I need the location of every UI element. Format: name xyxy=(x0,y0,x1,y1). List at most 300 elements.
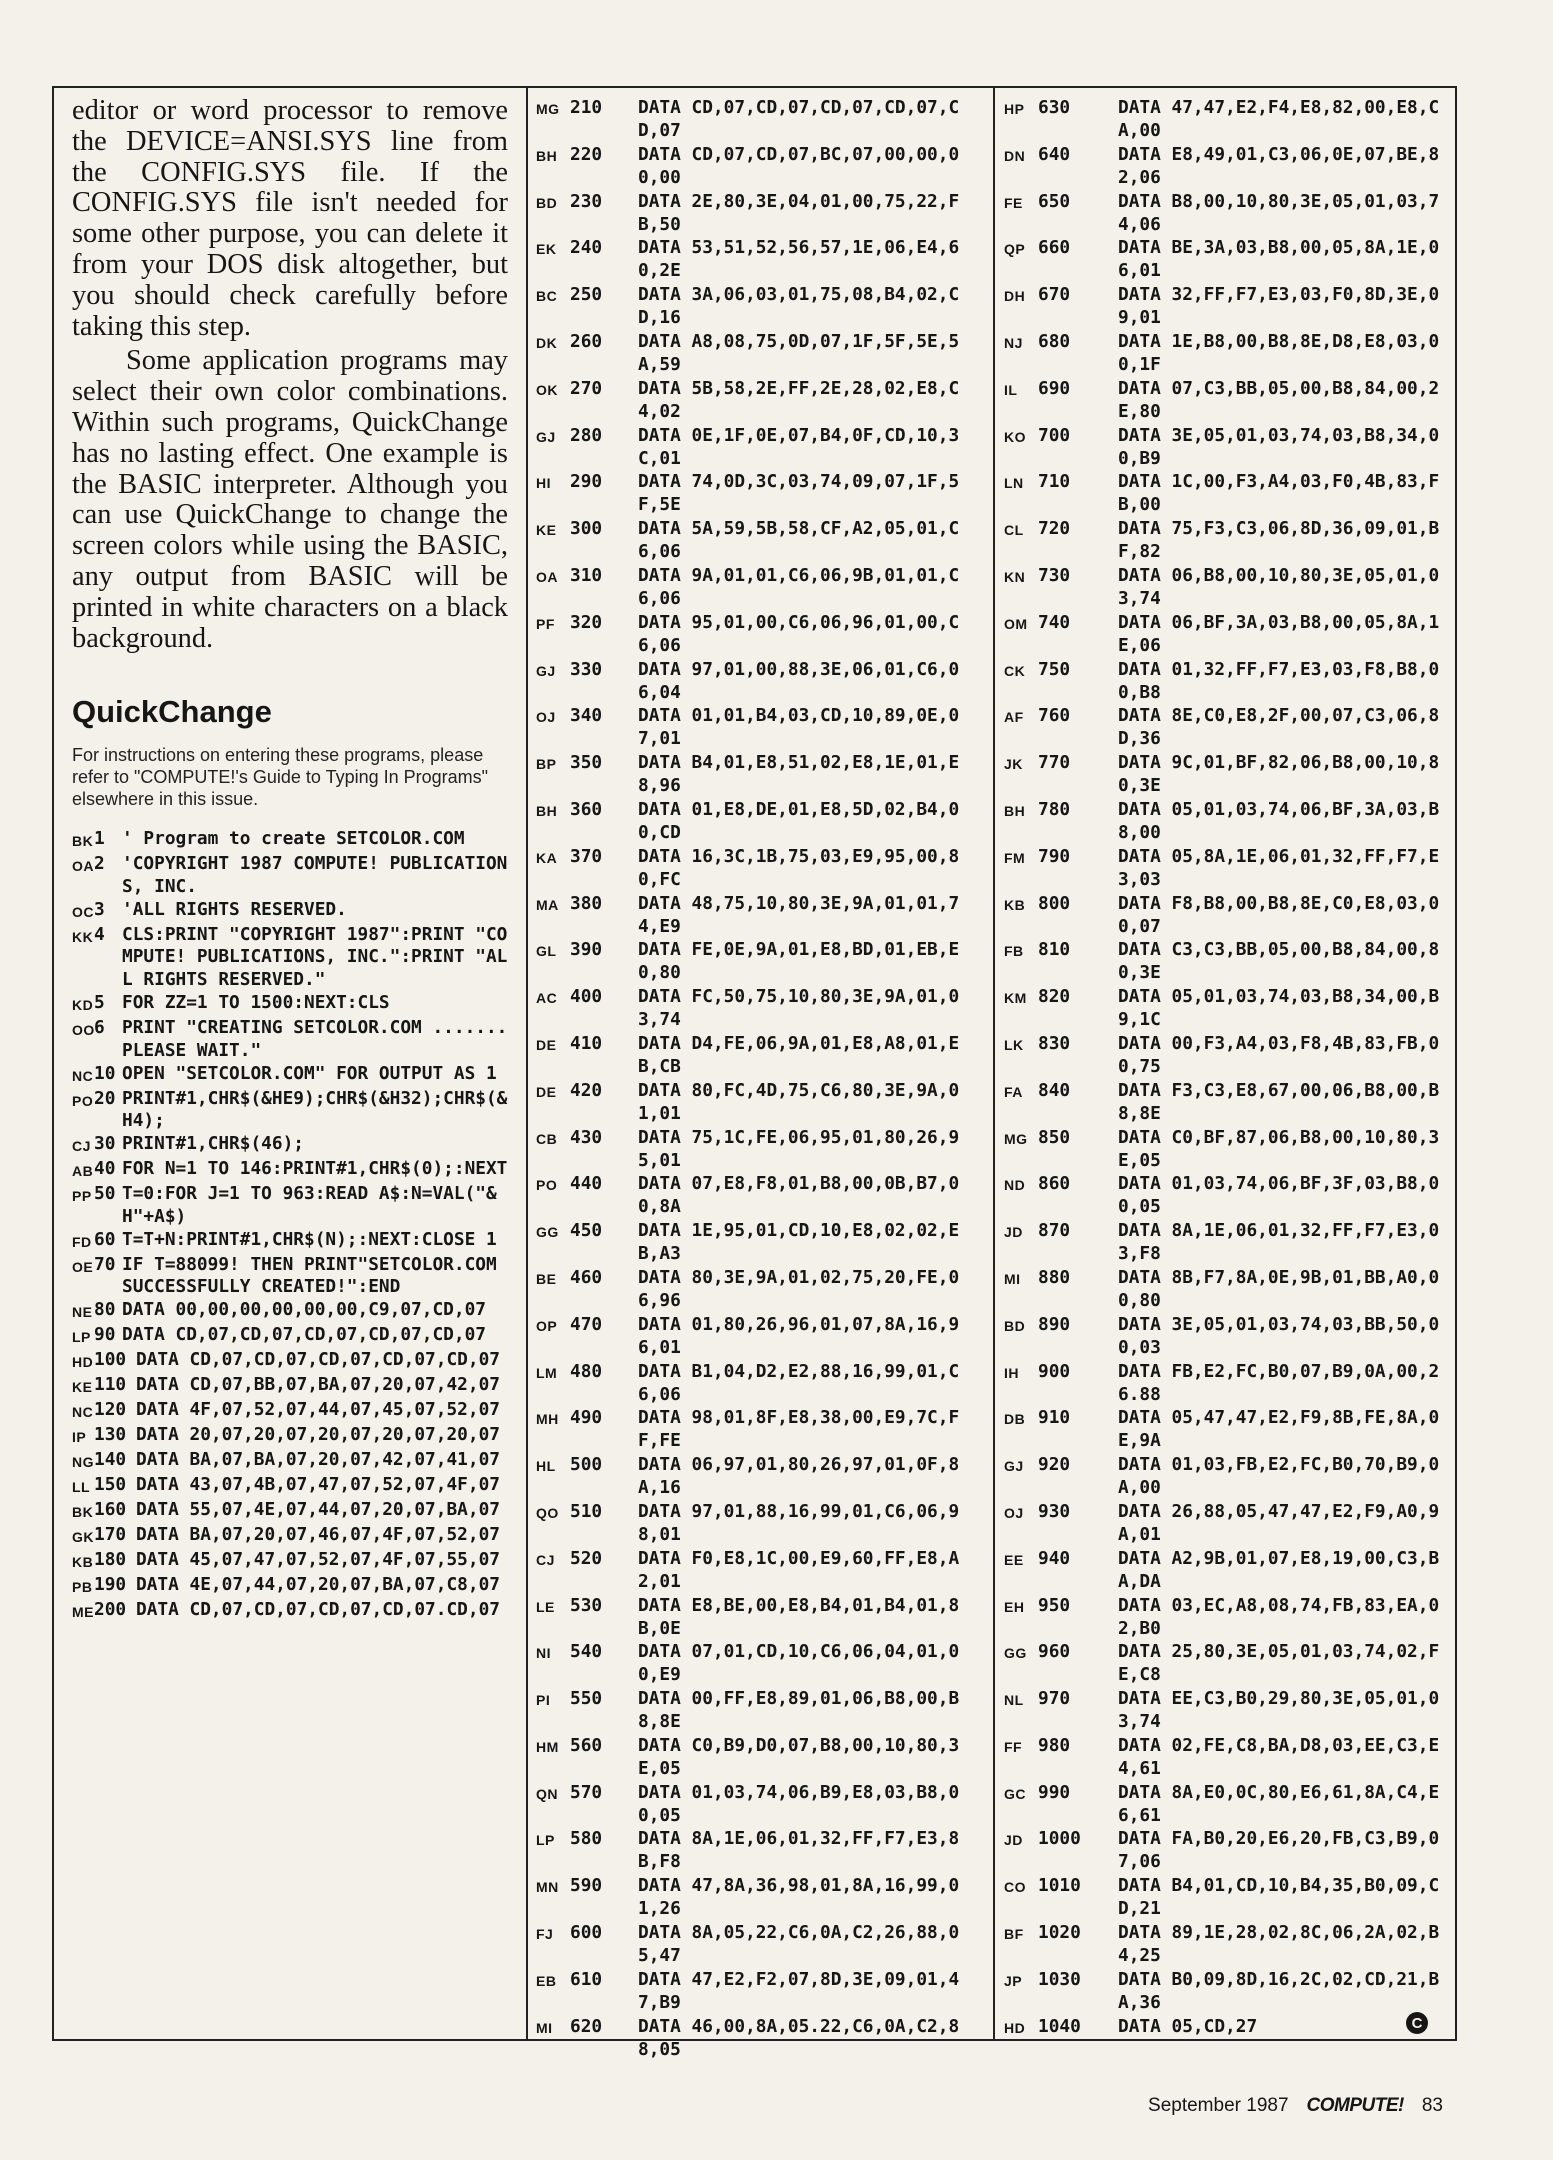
checksum-code: GJ xyxy=(536,428,556,445)
line-statement: DATA C3,C3,BB,05,00,B8,84,00,80,3E xyxy=(1118,939,1440,984)
checksum-code: CB xyxy=(536,1130,558,1147)
checksum-code: MA xyxy=(536,896,559,913)
checksum-code: PO xyxy=(72,1092,94,1109)
listing-line xyxy=(536,377,976,423)
listing-line xyxy=(1004,517,1444,563)
listing-line xyxy=(1004,1547,1444,1593)
line-number: 1020 xyxy=(1038,1922,1081,1944)
listing-line xyxy=(1004,1500,1444,1546)
checksum-code: OO xyxy=(72,1022,95,1039)
line-statement: DATA 3E,05,01,03,74,03,BB,50,00,03 xyxy=(1118,1313,1440,1358)
checksum-code: FE xyxy=(1004,194,1023,211)
checksum-code: MH xyxy=(536,1411,559,1428)
listing-line xyxy=(1004,564,1444,610)
line-statement: DATA 97,01,00,88,3E,06,01,C6,06,04 xyxy=(638,658,960,703)
line-statement: DATA 47,47,E2,F4,E8,82,00,E8,CA,00 xyxy=(1118,97,1440,141)
checksum-code: IP xyxy=(72,1429,87,1446)
line-number: 100 xyxy=(94,1349,127,1371)
listing-line xyxy=(536,1079,976,1125)
listing-line xyxy=(72,1229,508,1254)
line-number: 170 xyxy=(94,1524,127,1546)
line-statement: DATA 8A,05,22,C6,0A,C2,26,88,05,47 xyxy=(638,1922,960,1967)
checksum-code: NJ xyxy=(1004,334,1023,351)
line-number: 980 xyxy=(1038,1734,1071,1756)
checksum-code: MG xyxy=(1004,1130,1028,1147)
checksum-code: BK xyxy=(72,1504,94,1521)
checksum-code: HD xyxy=(72,1354,94,1371)
line-statement: DATA 07,01,CD,10,C6,06,04,01,00,E9 xyxy=(638,1641,960,1686)
line-number: 530 xyxy=(570,1594,603,1616)
line-number: 1 xyxy=(94,828,105,850)
listing-line xyxy=(1004,1360,1444,1406)
line-number: 790 xyxy=(1038,845,1071,867)
listing-line xyxy=(72,1349,508,1374)
line-number: 6 xyxy=(94,1017,105,1039)
checksum-code: HI xyxy=(536,475,551,492)
line-number: 690 xyxy=(1038,377,1071,399)
checksum-code: BE xyxy=(536,1270,557,1287)
line-number: 730 xyxy=(1038,564,1071,586)
line-statement: CLS:PRINT "COPYRIGHT 1987":PRINT "COMPUTE! PUBLICATIONS, INC.":PRINT "ALL RIGHTS RESERVED." xyxy=(122,923,508,991)
line-number: 40 xyxy=(94,1158,116,1180)
line-number: 500 xyxy=(570,1454,603,1476)
checksum-code: CJ xyxy=(536,1551,555,1568)
line-statement: DATA E8,49,01,C3,06,0E,07,BE,82,06 xyxy=(1118,143,1440,188)
line-number: 110 xyxy=(94,1374,127,1396)
checksum-code: KB xyxy=(72,1554,94,1571)
checksum-code: HD xyxy=(1004,2019,1026,2036)
line-number: 640 xyxy=(1038,143,1071,165)
listing-line xyxy=(536,611,976,657)
line-number: 260 xyxy=(570,330,603,352)
line-number: 650 xyxy=(1038,190,1071,212)
line-number: 200 xyxy=(94,1599,127,1621)
line-statement: DATA FC,50,75,10,80,3E,9A,01,03,74 xyxy=(638,986,960,1031)
listing-line xyxy=(536,2015,976,2061)
checksum-code: PB xyxy=(72,1579,93,1596)
listing-line xyxy=(72,992,508,1017)
line-statement: DATA EE,C3,B0,29,80,3E,05,01,03,74 xyxy=(1118,1688,1440,1733)
line-number: 330 xyxy=(570,658,603,680)
listing-line xyxy=(1004,1921,1444,1967)
checksum-code: MI xyxy=(1004,1270,1021,1287)
checksum-code: OA xyxy=(536,568,558,585)
checksum-code: OM xyxy=(1004,615,1028,632)
line-number: 5 xyxy=(94,992,105,1014)
line-statement: DATA D4,FE,06,9A,01,E8,A8,01,EB,CB xyxy=(638,1032,960,1077)
end-of-listing-mark: C xyxy=(1406,2012,1428,2034)
checksum-code: EH xyxy=(1004,1598,1025,1615)
listing-line xyxy=(72,1017,519,1062)
line-statement: DATA FA,B0,20,E6,20,FB,C3,B9,07,06 xyxy=(1118,1828,1440,1873)
listing-line xyxy=(1004,236,1444,282)
column-divider xyxy=(526,86,528,2041)
checksum-code: KN xyxy=(1004,568,1026,585)
line-statement: DATA 25,80,3E,05,01,03,74,02,FE,C8 xyxy=(1118,1641,1440,1686)
line-statement: PRINT#1,CHR$(&HE9);CHR$(&H32);CHR$(&H4); xyxy=(122,1087,508,1132)
listing-line xyxy=(1004,377,1444,423)
line-statement: PRINT "CREATING SETCOLOR.COM ....... PLEASE WAIT." xyxy=(122,1017,519,1061)
checksum-code: FJ xyxy=(536,1926,554,1943)
line-number: 490 xyxy=(570,1407,603,1429)
line-statement: DATA 3A,06,03,01,75,08,B4,02,CD,16 xyxy=(638,284,960,329)
line-statement: DATA 80,3E,9A,01,02,75,20,FE,06,96 xyxy=(638,1266,960,1311)
listing-line xyxy=(536,1453,976,1499)
listing-column-3 xyxy=(1004,96,1444,2040)
listing-line xyxy=(72,1324,508,1349)
line-number: 960 xyxy=(1038,1641,1071,1663)
line-statement: DATA CD,07,CD,07,CD,07,CD,07,CD,07 xyxy=(136,1349,500,1371)
line-statement: DATA 45,07,47,07,52,07,4F,07,55,07 xyxy=(136,1549,500,1571)
program-heading: QuickChange xyxy=(72,694,272,730)
checksum-code: DE xyxy=(536,1036,557,1053)
listing-line xyxy=(536,751,976,797)
line-statement: DATA B4,01,CD,10,B4,35,B0,09,CD,21 xyxy=(1118,1875,1440,1920)
listing-line xyxy=(72,1574,508,1599)
checksum-code: OP xyxy=(536,1317,558,1334)
line-number: 160 xyxy=(94,1499,127,1521)
checksum-code: LE xyxy=(536,1598,555,1615)
checksum-code: GK xyxy=(72,1529,94,1546)
listing-line xyxy=(1004,143,1444,189)
checksum-code: BP xyxy=(536,756,557,773)
listing-line xyxy=(536,1313,976,1359)
line-statement: DATA 5B,58,2E,FF,2E,28,02,E8,C4,02 xyxy=(638,377,960,422)
checksum-code: BK xyxy=(72,833,94,850)
line-statement: DATA 01,03,FB,E2,FC,B0,70,B9,0A,00 xyxy=(1118,1454,1440,1499)
line-statement: DATA 75,1C,FE,06,95,01,80,26,95,01 xyxy=(638,1126,960,1171)
line-statement: DATA 8A,1E,06,01,32,FF,F7,E3,8B,F8 xyxy=(638,1828,960,1873)
line-statement: DATA 01,32,FF,F7,E3,03,F8,B8,00,B8 xyxy=(1118,658,1440,703)
listing-line xyxy=(536,1547,976,1593)
line-number: 810 xyxy=(1038,939,1071,961)
checksum-code: MG xyxy=(536,101,560,117)
line-statement: PRINT#1,CHR$(46); xyxy=(122,1133,304,1155)
line-statement: DATA 03,EC,A8,08,74,FB,83,EA,02,B0 xyxy=(1118,1594,1440,1639)
line-statement: DATA 75,F3,C3,06,8D,36,09,01,BF,82 xyxy=(1118,518,1440,563)
listing-line xyxy=(1004,1968,1444,2014)
checksum-code: AF xyxy=(1004,709,1024,726)
line-statement: T=0:FOR J=1 TO 963:READ A$:N=VAL("&H"+A$) xyxy=(122,1183,497,1227)
line-statement: DATA 9A,01,01,C6,06,9B,01,01,C6,06 xyxy=(638,564,960,609)
line-statement: DATA 07,C3,BB,05,00,B8,84,00,2E,80 xyxy=(1118,377,1440,422)
line-number: 130 xyxy=(94,1424,127,1446)
listing-line xyxy=(72,1399,508,1424)
checksum-code: CO xyxy=(1004,1879,1026,1896)
line-statement: DATA 05,01,03,74,03,B8,34,00,B9,1C xyxy=(1118,986,1440,1031)
line-number: 350 xyxy=(570,752,603,774)
line-number: 3 xyxy=(94,898,105,920)
listing-line xyxy=(72,1474,508,1499)
line-number: 720 xyxy=(1038,518,1071,540)
checksum-code: GJ xyxy=(536,662,556,679)
line-number: 970 xyxy=(1038,1688,1071,1710)
listing-line xyxy=(1004,704,1444,750)
line-statement: DATA CD,07,CD,07,BC,07,00,00,00,00 xyxy=(638,143,960,188)
line-statement: DATA F0,E8,1C,00,E9,60,FF,E8,A2,01 xyxy=(638,1547,960,1592)
line-statement: DATA 00,00,00,00,00,00,C9,07,CD,07 xyxy=(122,1299,486,1321)
line-number: 470 xyxy=(570,1313,603,1335)
typing-instructions: For instructions on entering these programs, please refer to "COMPUTE!'s Guide to Typing In Programs" elsewhere in this issue. xyxy=(72,745,489,810)
line-number: 630 xyxy=(1038,97,1071,118)
listing-line xyxy=(536,1921,976,1967)
line-statement: DATA B0,09,8D,16,2C,02,CD,21,BA,36 xyxy=(1118,1968,1440,2013)
checksum-code: KO xyxy=(1004,428,1026,445)
line-number: 1030 xyxy=(1038,1968,1081,1990)
listing-line xyxy=(536,1874,976,1920)
checksum-code: DE xyxy=(536,1083,557,1100)
line-number: 570 xyxy=(570,1781,603,1803)
checksum-code: FM xyxy=(1004,849,1026,866)
listing-line xyxy=(1004,1219,1444,1265)
checksum-code: HL xyxy=(536,1458,556,1475)
listing-line xyxy=(72,1549,508,1574)
checksum-code: AC xyxy=(536,990,558,1007)
checksum-code: FA xyxy=(1004,1083,1023,1100)
line-statement: DATA 06,BF,3A,03,B8,00,05,8A,1E,06 xyxy=(1118,611,1440,656)
checksum-code: JK xyxy=(1004,756,1023,773)
listing-line xyxy=(536,424,976,470)
line-statement: DATA 05,47,47,E2,F9,8B,FE,8A,0E,9A xyxy=(1118,1407,1440,1452)
line-statement: ' Program to create SETCOLOR.COM xyxy=(122,828,465,850)
line-statement: 'COPYRIGHT 1987 COMPUTE! PUBLICATIONS, INC. xyxy=(122,853,508,897)
line-statement: DATA 02,FE,C8,BA,D8,03,EE,C3,E4,61 xyxy=(1118,1734,1440,1779)
listing-line xyxy=(72,1299,508,1324)
checksum-code: BD xyxy=(536,194,558,211)
checksum-code: QN xyxy=(536,1785,558,1802)
line-number: 680 xyxy=(1038,330,1071,352)
checksum-code: KE xyxy=(536,522,557,539)
line-number: 590 xyxy=(570,1875,603,1897)
listing-line xyxy=(536,96,976,142)
line-statement: DATA CD,07,CD,07,CD,07,CD,07,CD,07 xyxy=(122,1324,486,1346)
line-statement: DATA 00,FF,E8,89,01,06,B8,00,B8,8E xyxy=(638,1688,960,1733)
line-number: 240 xyxy=(570,237,603,259)
line-statement: DATA 01,03,74,06,B9,E8,03,B8,00,05 xyxy=(638,1781,960,1826)
line-number: 600 xyxy=(570,1922,603,1944)
line-statement: DATA CD,07,CD,07,CD,07,CD,07.CD,07 xyxy=(136,1599,500,1621)
checksum-code: CJ xyxy=(72,1138,91,1155)
listing-line xyxy=(72,1449,508,1474)
checksum-code: CK xyxy=(1004,662,1026,679)
checksum-code: BD xyxy=(1004,1317,1026,1334)
line-statement: DATA 32,FF,F7,E3,03,F0,8D,3E,09,01 xyxy=(1118,284,1440,329)
line-number: 250 xyxy=(570,284,603,306)
line-statement: DATA 8E,C0,E8,2F,00,07,C3,06,8D,36 xyxy=(1118,705,1440,750)
line-number: 420 xyxy=(570,1079,603,1101)
listing-line xyxy=(72,1183,508,1228)
line-statement: FOR ZZ=1 TO 1500:NEXT:CLS xyxy=(122,992,390,1014)
line-statement: DATA CD,07,CD,07,CD,07,CD,07,CD,07 xyxy=(638,97,960,141)
line-statement: DATA F8,B8,00,B8,8E,C0,E8,03,00,07 xyxy=(1118,892,1440,937)
line-number: 920 xyxy=(1038,1454,1071,1476)
listing-line xyxy=(536,1172,976,1218)
line-number: 900 xyxy=(1038,1360,1071,1382)
line-number: 180 xyxy=(94,1549,127,1571)
checksum-code: KE xyxy=(72,1379,93,1396)
column-2 xyxy=(536,96,976,2061)
line-number: 30 xyxy=(94,1133,116,1155)
line-number: 880 xyxy=(1038,1266,1071,1288)
line-number: 820 xyxy=(1038,986,1071,1008)
line-number: 870 xyxy=(1038,1220,1071,1242)
listing-line xyxy=(1004,96,1444,142)
line-number: 990 xyxy=(1038,1781,1071,1803)
listing-line xyxy=(1004,1266,1444,1312)
checksum-code: NG xyxy=(72,1454,94,1471)
line-statement: T=T+N:PRINT#1,CHR$(N);:NEXT:CLOSE 1 xyxy=(122,1228,497,1250)
line-statement: DATA CD,07,BB,07,BA,07,20,07,42,07 xyxy=(136,1374,500,1396)
listing-line xyxy=(72,1499,508,1524)
listing-line xyxy=(536,1266,976,1312)
line-statement: DATA 05,01,03,74,06,BF,3A,03,B8,00 xyxy=(1118,798,1440,843)
listing-line xyxy=(1004,1594,1444,1640)
line-statement: DATA 1E,B8,00,B8,8E,D8,E8,03,00,1F xyxy=(1118,330,1440,375)
listing-line xyxy=(72,924,508,992)
line-number: 510 xyxy=(570,1500,603,1522)
checksum-code: EE xyxy=(1004,1551,1024,1568)
column-1 xyxy=(72,95,519,1624)
checksum-code: OK xyxy=(536,381,558,398)
line-number: 190 xyxy=(94,1574,127,1596)
line-number: 20 xyxy=(94,1087,116,1109)
line-statement: DATA 5A,59,5B,58,CF,A2,05,01,C6,06 xyxy=(638,518,960,563)
checksum-code: EB xyxy=(536,1972,557,1989)
line-number: 560 xyxy=(570,1734,603,1756)
listing-line xyxy=(1004,1734,1444,1780)
listing-line xyxy=(1004,190,1444,236)
listing-line xyxy=(72,1063,508,1088)
line-statement: DATA A2,9B,01,07,E8,19,00,C3,BA,DA xyxy=(1118,1547,1440,1592)
listing-line xyxy=(536,517,976,563)
line-statement: DATA 1E,95,01,CD,10,E8,02,02,EB,A3 xyxy=(638,1220,960,1265)
line-number: 10 xyxy=(94,1062,116,1084)
line-statement: DATA 01,E8,DE,01,E8,5D,02,B4,00,CD xyxy=(638,798,960,843)
line-statement: DATA 3E,05,01,03,74,03,B8,34,00,B9 xyxy=(1118,424,1440,469)
line-number: 290 xyxy=(570,471,603,493)
line-statement: DATA 01,03,74,06,BF,3F,03,B8,00,05 xyxy=(1118,1173,1440,1218)
line-number: 480 xyxy=(570,1360,603,1382)
line-statement: DATA 4E,07,44,07,20,07,BA,07,C8,07 xyxy=(136,1574,500,1596)
checksum-code: ND xyxy=(1004,1177,1026,1194)
line-statement: DATA 05,8A,1E,06,01,32,FF,F7,E3,03 xyxy=(1118,845,1440,890)
listing-line xyxy=(1004,424,1444,470)
listing-line xyxy=(72,1158,508,1183)
listing-line xyxy=(1004,1313,1444,1359)
checksum-code: OA xyxy=(72,858,94,875)
checksum-code: DN xyxy=(1004,147,1026,164)
line-statement: DATA 9C,01,BF,82,06,B8,00,10,80,3E xyxy=(1118,752,1440,797)
line-statement: DATA BE,3A,03,B8,00,05,8A,1E,06,01 xyxy=(1118,237,1440,282)
checksum-code: FF xyxy=(1004,1738,1023,1755)
line-number: 780 xyxy=(1038,798,1071,820)
line-number: 1040 xyxy=(1038,2015,1081,2037)
listing-line xyxy=(1004,1126,1444,1172)
line-number: 220 xyxy=(570,143,603,165)
listing-line xyxy=(72,1254,508,1299)
listing-line xyxy=(1004,330,1444,376)
article-paragraph: editor or word processor to remove the DEVICE=ANSI.SYS line from the CONFIG.SYS file. If the CONFIG.SYS file isn't needed for some other purpose, you can delete it from your DOS disk altogether, but you should check carefully before taking this step. xyxy=(72,95,508,342)
checksum-code: DH xyxy=(1004,288,1026,305)
line-statement: DATA 0E,1F,0E,07,B4,0F,CD,10,3C,01 xyxy=(638,424,960,469)
listing-line xyxy=(536,798,976,844)
checksum-code: PP xyxy=(72,1188,92,1205)
issue-date: September 1987 xyxy=(1148,2095,1289,2116)
line-statement: DATA 06,B8,00,10,80,3E,05,01,03,74 xyxy=(1118,564,1440,609)
line-number: 550 xyxy=(570,1688,603,1710)
checksum-code: FD xyxy=(72,1233,92,1250)
line-number: 750 xyxy=(1038,658,1071,680)
line-number: 940 xyxy=(1038,1547,1071,1569)
checksum-code: MN xyxy=(536,1879,559,1896)
magazine-name: COMPUTE! xyxy=(1306,2095,1404,2116)
listing-column-1 xyxy=(72,828,519,1623)
listing-line xyxy=(1004,1079,1444,1125)
line-statement: DATA 53,51,52,56,57,1E,06,E4,60,2E xyxy=(638,237,960,282)
checksum-code: LP xyxy=(72,1329,91,1346)
listing-line xyxy=(536,1360,976,1406)
line-statement: DATA 46,00,8A,05.22,C6,0A,C2,88,05 xyxy=(638,2015,960,2060)
listing-line xyxy=(536,1594,976,1640)
line-statement: DATA 48,75,10,80,3E,9A,01,01,74,E9 xyxy=(638,892,960,937)
line-statement: DATA 2E,80,3E,04,01,00,75,22,FB,50 xyxy=(638,190,960,235)
checksum-code: GJ xyxy=(1004,1458,1024,1475)
listing-column-2 xyxy=(536,96,976,2061)
line-number: 340 xyxy=(570,705,603,727)
line-statement: DATA FE,0E,9A,01,E8,BD,01,EB,E0,80 xyxy=(638,939,960,984)
line-statement: DATA 01,01,B4,03,CD,10,89,0E,07,01 xyxy=(638,705,960,750)
line-number: 620 xyxy=(570,2015,603,2037)
line-statement: DATA A8,08,75,0D,07,1F,5F,5E,5A,59 xyxy=(638,330,960,375)
checksum-code: GG xyxy=(536,1224,559,1241)
checksum-code: LP xyxy=(536,1832,555,1849)
listing-line xyxy=(1004,892,1444,938)
page-number: 83 xyxy=(1421,2095,1443,2116)
checksum-code: BF xyxy=(1004,1926,1024,1943)
listing-line xyxy=(536,470,976,516)
line-statement: DATA C0,BF,87,06,B8,00,10,80,3E,05 xyxy=(1118,1126,1440,1171)
line-number: 2 xyxy=(94,853,105,875)
line-number: 230 xyxy=(570,190,603,212)
line-statement: DATA 06,97,01,80,26,97,01,0F,8A,16 xyxy=(638,1454,960,1499)
line-statement: DATA 16,3C,1B,75,03,E9,95,00,80,FC xyxy=(638,845,960,890)
line-statement: DATA 05,CD,27 xyxy=(1118,2015,1258,2037)
checksum-code: PF xyxy=(536,615,555,632)
line-statement: DATA 8B,F7,8A,0E,9B,01,BB,A0,00,80 xyxy=(1118,1266,1440,1311)
line-statement: DATA B8,00,10,80,3E,05,01,03,74,06 xyxy=(1118,190,1440,235)
checksum-code: JD xyxy=(1004,1832,1023,1849)
line-number: 360 xyxy=(570,798,603,820)
listing-line xyxy=(536,845,976,891)
line-statement: DATA FB,E2,FC,B0,07,B9,0A,00,26.88 xyxy=(1118,1360,1440,1405)
listing-line xyxy=(536,1219,976,1265)
checksum-code: HM xyxy=(536,1738,559,1755)
checksum-code: JP xyxy=(1004,1972,1023,1989)
checksum-code: QO xyxy=(536,1504,559,1521)
listing-line xyxy=(72,899,508,924)
listing-line xyxy=(536,1126,976,1172)
line-number: 760 xyxy=(1038,705,1071,727)
listing-line xyxy=(1004,1453,1444,1499)
line-number: 610 xyxy=(570,1968,603,1990)
checksum-code: KK xyxy=(72,928,94,945)
line-statement: DATA 8A,E0,0C,80,E6,61,8A,C4,E6,61 xyxy=(1118,1781,1440,1826)
listing-line xyxy=(72,853,508,898)
listing-line xyxy=(536,236,976,282)
column-divider xyxy=(993,86,995,2041)
line-number: 270 xyxy=(570,377,603,399)
checksum-code: LL xyxy=(72,1479,91,1496)
